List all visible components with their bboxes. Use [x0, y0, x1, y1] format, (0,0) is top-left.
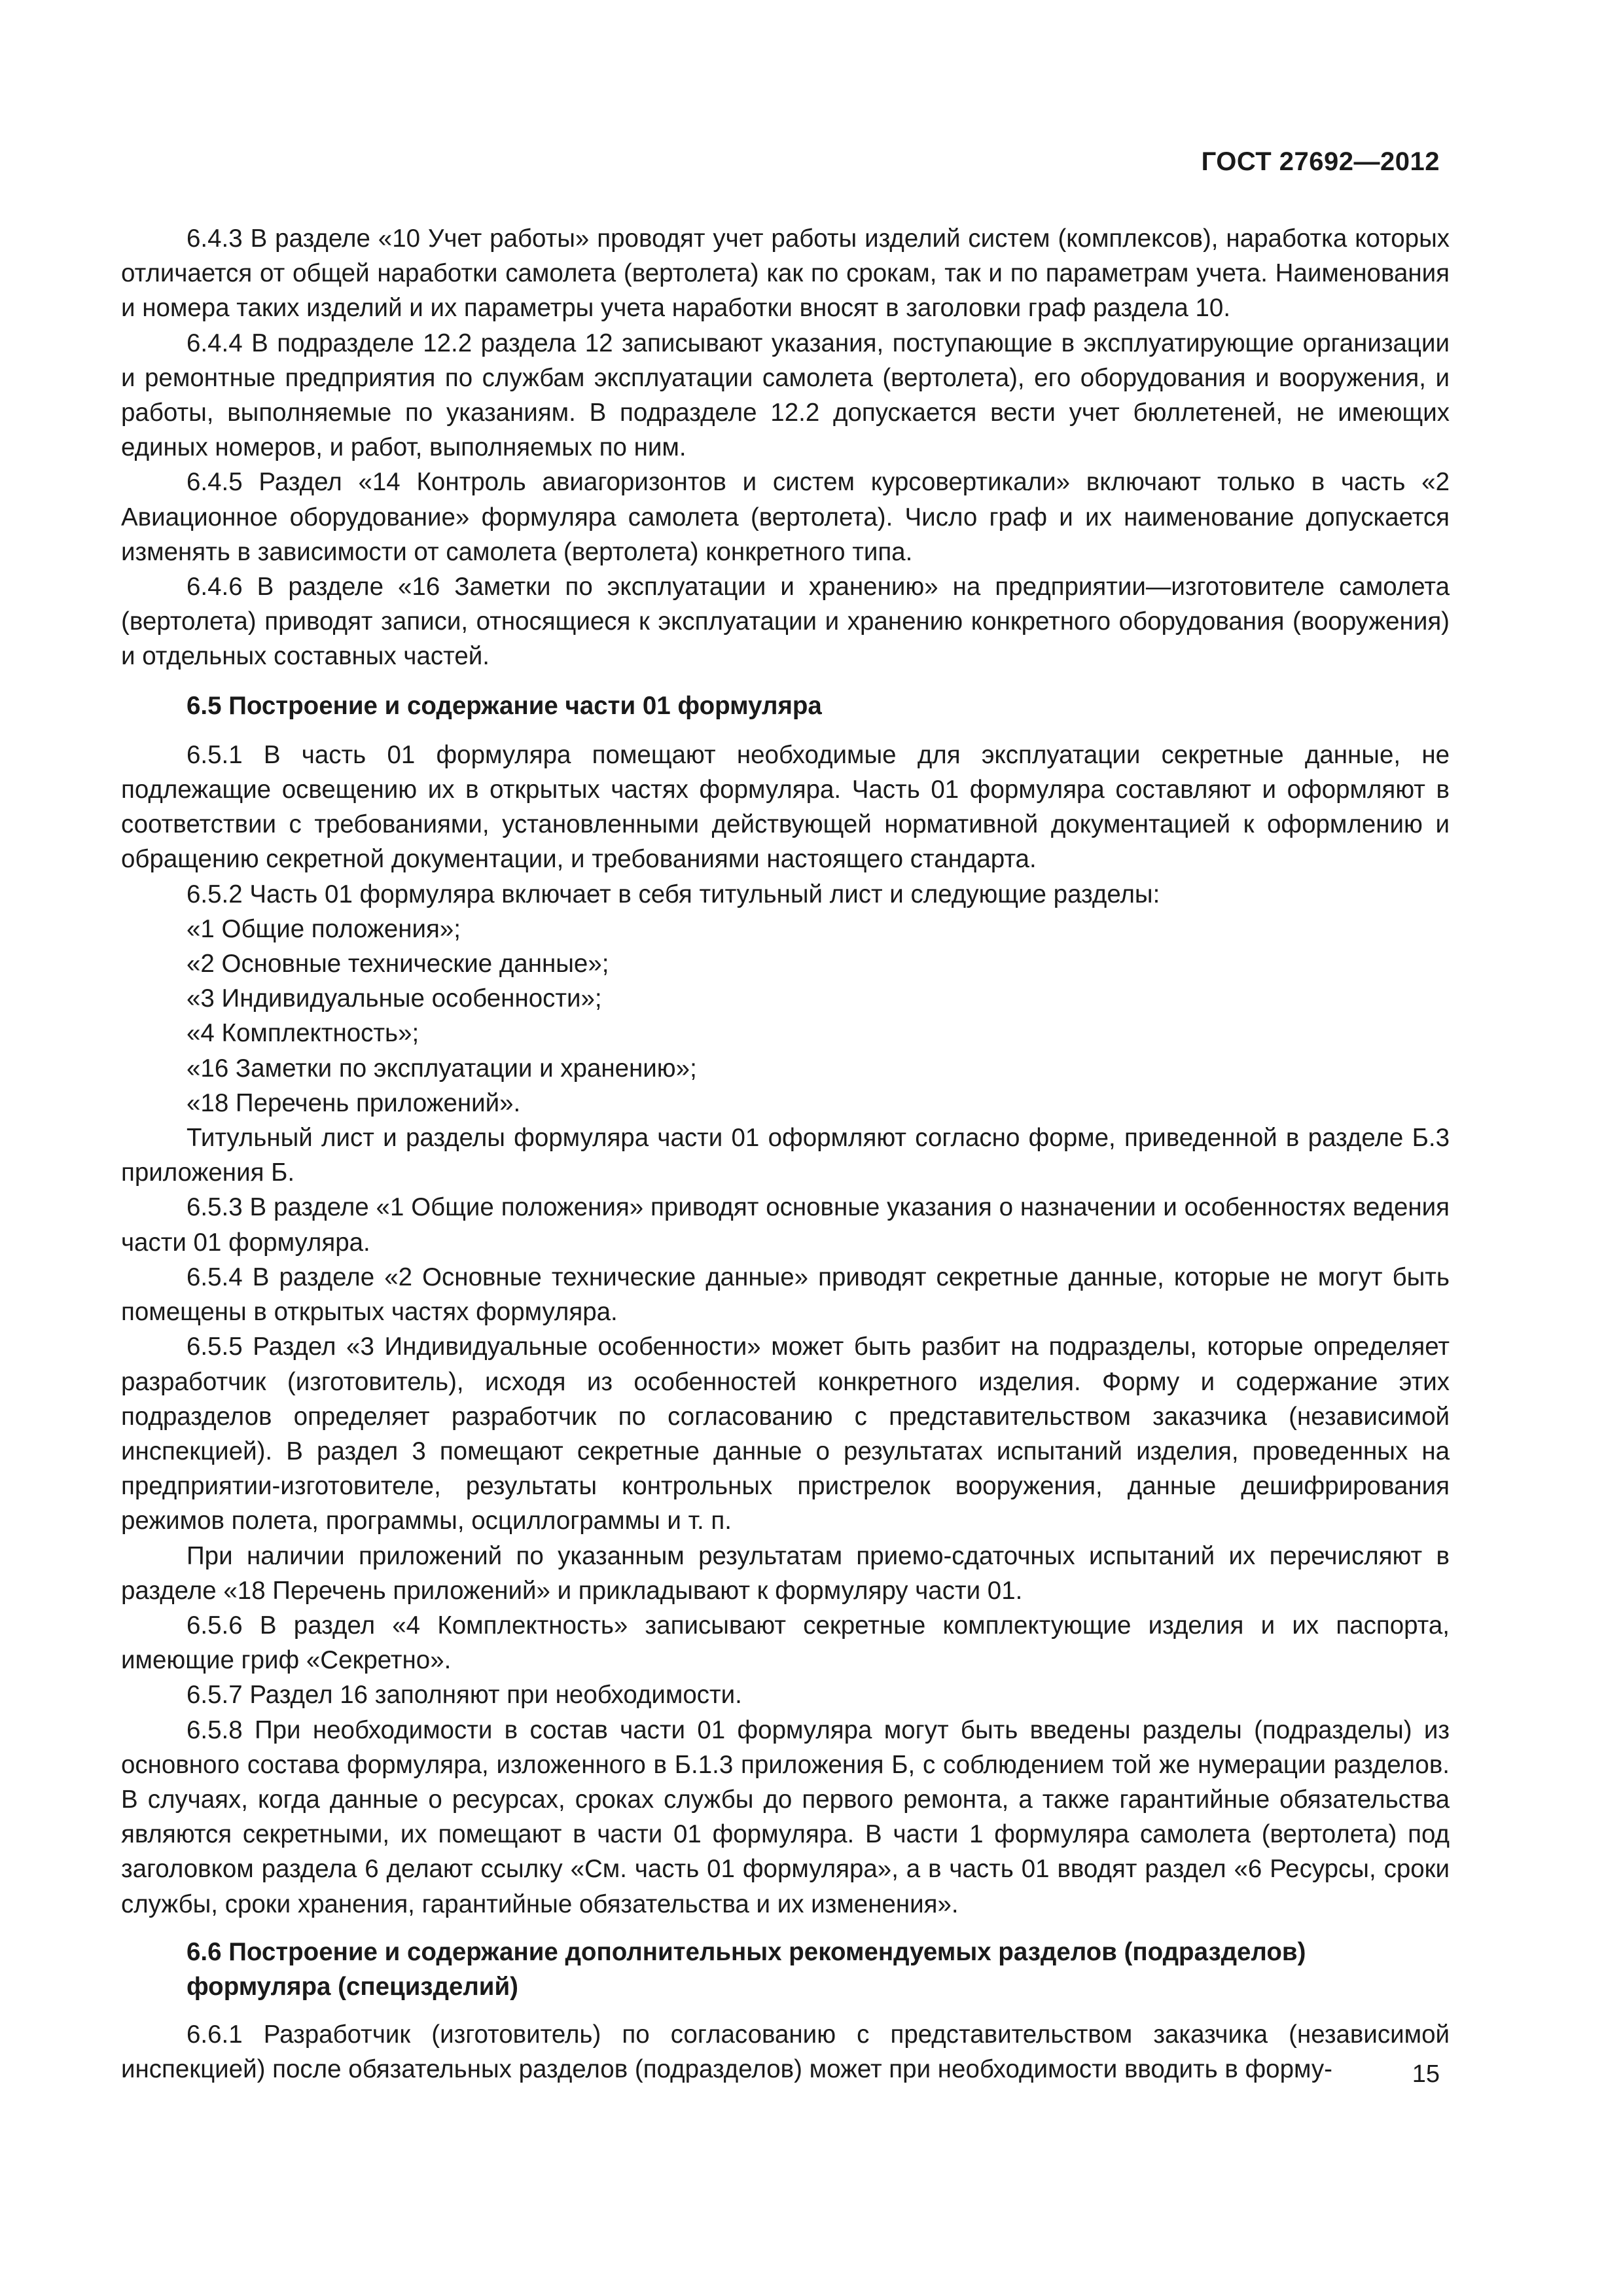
- paragraph-6-5-5: 6.5.5 Раздел «3 Индивидуальные особенности» может быть разбит на подразделы, которые определяет разработчик (изготовитель), исходя из особенностей конкретного изделия. Форму и содержание этих подразделов определяет разработчик по согласованию с представительством заказчика (независимой инспекцией). В раздел 3 помещают секретные данные о результатах испытаний изделия, проведенных на предприятии-изготовителе, результаты контрольных пристрелок вооружения, данные дешифрирования режимов полета, программы, осциллограммы и т. п.: [121, 1333, 1450, 1535]
- paragraph-6-5-7: 6.5.7 Раздел 16 заполняют при необходимости.: [187, 1681, 742, 1710]
- list-item-section-2: «2 Основные технические данные»;: [187, 950, 609, 978]
- paragraph-6-4-4: 6.4.4 В подразделе 12.2 раздела 12 записывают указания, поступающие в эксплуатирующие организации и ремонтные предприятия по службам эксплуатации самолета (вертолета), его оборудования и вооружения, и работы, выполняемые по указаниям. В подразделе 12.2 допускается вести учет бюллетеней, не имеющих единых номеров, и работ, выполняемых по ним.: [121, 329, 1450, 462]
- paragraph-6-5-2: 6.5.2 Часть 01 формуляра включает в себя титульный лист и следующие разделы:: [187, 880, 1160, 908]
- document-body: [121, 221, 1450, 2087]
- paragraph-6-4-5: 6.4.5 Раздел «14 Контроль авиагоризонтов и систем курсовертикали» включают только в часть «2 Авиационное оборудование» формуляра самолета (вертолета). Число граф и их наименование допускается изменять в зависимости от самолета (вертолета) конкретного типа.: [121, 468, 1450, 566]
- paragraph-6-4-3: 6.4.3 В разделе «10 Учет работы» проводят учет работы изделий систем (комплексов), наработка которых отличается от общей наработки самолета (вертолета) как по срокам, так и по параметрам учета. Наименования и номера таких изделий и их параметры учета наработки вносят в заголовки граф раздела 10.: [121, 224, 1450, 323]
- list-item-section-16: «16 Заметки по эксплуатации и хранению»;: [187, 1054, 697, 1083]
- section-heading-6-6: 6.6 Построение и содержание дополнительных рекомендуемых разделов (подразделов) формуляра (специзделий): [187, 1937, 1306, 2001]
- paragraph-6-6-1: 6.6.1 Разработчик (изготовитель) по согласованию с представительством заказчика (независимой инспекцией) после обязательных разделов (подразделов) может при необходимости вводить в форму-: [121, 2020, 1450, 2084]
- list-item-section-1: «1 Общие положения»;: [187, 914, 461, 943]
- section-heading-6-5: 6.5 Построение и содержание части 01 формуляра: [187, 691, 822, 720]
- paragraph-6-5-1: 6.5.1 В часть 01 формуляра помещают необходимые для эксплуатации секретные данные, не подлежащие освещению их в открытых частях формуляра. Часть 01 формуляра составляют и оформляют в соответствии с требованиями, установленными действующей нормативной документацией к оформлению и обращению секретной документации, и требованиями настоящего стандарта.: [121, 740, 1450, 874]
- list-item-section-18: «18 Перечень приложений».: [187, 1088, 521, 1117]
- paragraph-6-5-8: 6.5.8 При необходимости в состав части 01 формуляра могут быть введены разделы (подразделы) из основного состава формуляра, изложенного в Б.1.3 приложения Б, с соблюдением той же нумерации разделов. В случаях, когда данные о ресурсах, сроках службы до первого ремонта, а также гарантийные обязательства являются секретными, их помещают в части 01 формуляра. В части 1 формуляра самолета (вертолета) под заголовком раздела 6 делают ссылку «См. часть 01 формуляра», а в часть 01 вводят раздел «6 Ресурсы, сроки службы, сроки хранения, гарантийные обязательства и их изменения».: [121, 1715, 1450, 1918]
- page-number: 15: [1412, 2060, 1440, 2088]
- paragraph-6-5-2-continued: Титульный лист и разделы формуляра части 01 оформляют согласно форме, приведенной в разделе Б.3 приложения Б.: [121, 1124, 1450, 1187]
- standard-designation: ГОСТ 27692—2012: [1201, 147, 1440, 176]
- list-item-section-3: «3 Индивидуальные особенности»;: [187, 984, 602, 1013]
- paragraph-6-4-6: 6.4.6 В разделе «16 Заметки по эксплуатации и хранению» на предприятии—изготовителе самолета (вертолета) приводят записи, относящиеся к эксплуатации и хранению конкретного оборудования (вооружения) и отдельных составных частей.: [121, 573, 1450, 671]
- list-item-section-4: «4 Комплектность»;: [187, 1019, 419, 1048]
- paragraph-6-5-3: 6.5.3 В разделе «1 Общие положения» приводят основные указания о назначении и особенностях ведения части 01 формуляра.: [121, 1193, 1450, 1257]
- paragraph-6-5-5-continued: При наличии приложений по указанным результатам приемо-сдаточных испытаний их перечисляют в разделе «18 Перечень приложений» и прикладывают к формуляру части 01.: [121, 1541, 1450, 1605]
- paragraph-6-5-4: 6.5.4 В разделе «2 Основные технические данные» приводят секретные данные, которые не могут быть помещены в открытых частях формуляра.: [121, 1263, 1450, 1327]
- paragraph-6-5-6: 6.5.6 В раздел «4 Комплектность» записывают секретные комплектующие изделия и их паспорта, имеющие гриф «Секретно».: [121, 1611, 1450, 1675]
